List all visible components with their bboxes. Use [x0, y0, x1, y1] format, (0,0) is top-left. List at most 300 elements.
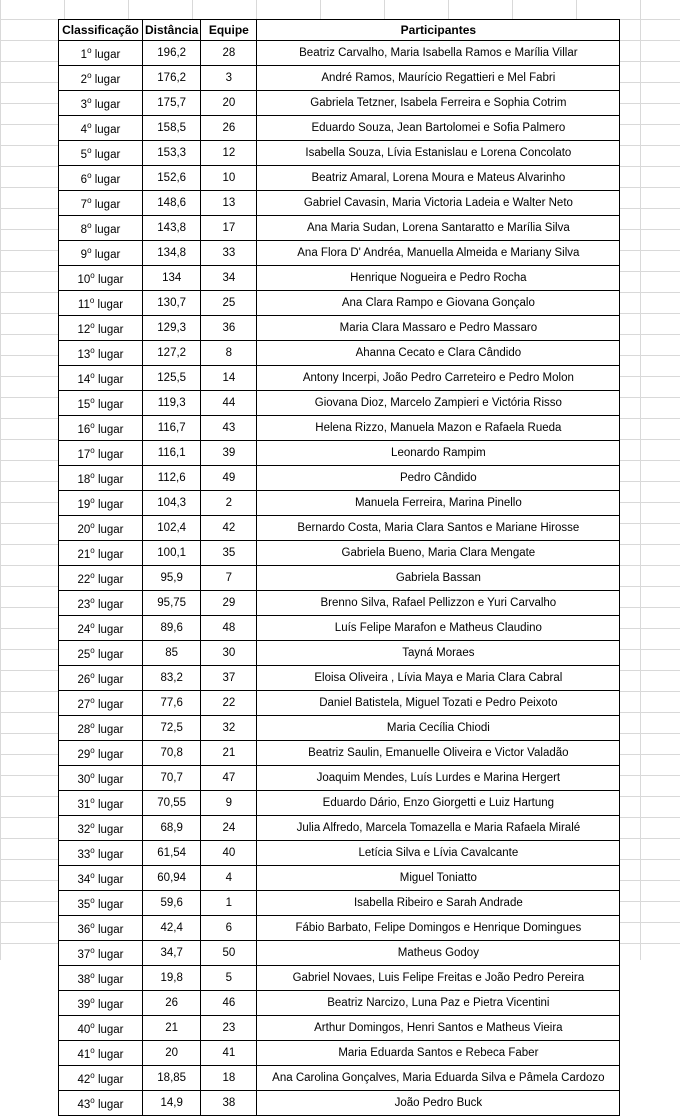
- participants-cell[interactable]: Julia Alfredo, Marcela Tomazella e Maria Rafaela Miralé: [257, 816, 620, 841]
- distance-cell[interactable]: 70,55: [143, 791, 201, 816]
- participants-cell[interactable]: Joaquim Mendes, Luís Lurdes e Marina Hergert: [257, 766, 620, 791]
- place-number: 2: [80, 74, 88, 86]
- place-number: 20: [77, 524, 91, 536]
- place-cell[interactable]: [59, 416, 143, 441]
- place-number: 7: [80, 199, 88, 211]
- distance-cell[interactable]: 134,8: [143, 241, 201, 266]
- team-cell[interactable]: 13: [201, 191, 257, 216]
- place-number: 35: [77, 899, 91, 911]
- distance-cell[interactable]: 14,9: [143, 1091, 201, 1116]
- table-row: [59, 91, 620, 116]
- team-cell[interactable]: 21: [201, 741, 257, 766]
- distance-cell[interactable]: 61,54: [143, 841, 201, 866]
- place-word: lugar: [97, 349, 124, 361]
- distance-cell[interactable]: 143,8: [143, 216, 201, 241]
- participants-cell[interactable]: Manuela Ferreira, Marina Pinello: [257, 491, 620, 516]
- place-number: 12: [77, 324, 91, 336]
- participants-cell[interactable]: Miguel Toniatto: [257, 866, 620, 891]
- distance-cell[interactable]: 95,9: [143, 566, 201, 591]
- participants-cell[interactable]: Daniel Batistela, Miguel Tozati e Pedro Peixoto: [257, 691, 620, 716]
- ordinal-mark: o: [90, 746, 95, 755]
- distance-cell[interactable]: 102,4: [143, 516, 201, 541]
- participants-cell[interactable]: Eloisa Oliveira , Lívia Maya e Maria Clara Cabral: [257, 666, 620, 691]
- distance-cell[interactable]: 42,4: [143, 916, 201, 941]
- place-cell[interactable]: [59, 741, 143, 766]
- place-number: 31: [77, 799, 91, 811]
- table-row: [59, 716, 620, 741]
- team-cell[interactable]: 2: [201, 491, 257, 516]
- table-row: [59, 191, 620, 216]
- header-row: [59, 20, 620, 41]
- place-word: lugar: [97, 274, 124, 286]
- participants-cell[interactable]: Leonardo Rampim: [257, 441, 620, 466]
- place-word: lugar: [94, 49, 121, 61]
- team-cell[interactable]: 4: [201, 866, 257, 891]
- place-cell[interactable]: [59, 116, 143, 141]
- place-number: 5: [80, 149, 88, 161]
- participants-cell[interactable]: Gabriela Tetzner, Isabela Ferreira e Sophia Cotrim: [257, 91, 620, 116]
- participants-cell[interactable]: Henrique Nogueira e Pedro Rocha: [257, 266, 620, 291]
- distance-cell[interactable]: 134: [143, 266, 201, 291]
- participants-cell[interactable]: Tayná Moraes: [257, 641, 620, 666]
- team-cell[interactable]: 29: [201, 591, 257, 616]
- place-cell[interactable]: [59, 591, 143, 616]
- place-cell[interactable]: [59, 491, 143, 516]
- place-cell[interactable]: [59, 941, 143, 966]
- ordinal-mark: o: [87, 196, 92, 205]
- ordinal-mark: o: [87, 171, 92, 180]
- table-row: [59, 166, 620, 191]
- place-word: lugar: [97, 949, 124, 961]
- participants-cell[interactable]: Beatriz Carvalho, Maria Isabella Ramos e Marília Villar: [257, 41, 620, 66]
- distance-cell[interactable]: 26: [143, 991, 201, 1016]
- ordinal-mark: o: [90, 471, 95, 480]
- ordinal-mark: o: [90, 546, 95, 555]
- table-row: [59, 1016, 620, 1041]
- team-cell[interactable]: 38: [201, 1091, 257, 1116]
- participants-cell[interactable]: Gabriela Bueno, Maria Clara Mengate: [257, 541, 620, 566]
- distance-cell[interactable]: 18,85: [143, 1066, 201, 1091]
- ordinal-mark: o: [90, 646, 95, 655]
- place-cell[interactable]: [59, 641, 143, 666]
- place-word: lugar: [97, 724, 124, 736]
- team-cell[interactable]: 50: [201, 941, 257, 966]
- ordinal-mark: o: [87, 246, 92, 255]
- team-cell[interactable]: 40: [201, 841, 257, 866]
- team-cell[interactable]: 33: [201, 241, 257, 266]
- place-cell[interactable]: [59, 41, 143, 66]
- place-cell[interactable]: [59, 716, 143, 741]
- header-distancia[interactable]: Distância: [143, 20, 201, 41]
- place-cell[interactable]: [59, 1016, 143, 1041]
- header-classificacao[interactable]: Classificação: [59, 20, 143, 41]
- team-cell[interactable]: 12: [201, 141, 257, 166]
- participants-cell[interactable]: Ana Flora D' Andréa, Manuella Almeida e Mariany Silva: [257, 241, 620, 266]
- table-row: [59, 866, 620, 891]
- place-number: 19: [77, 499, 91, 511]
- place-cell[interactable]: [59, 616, 143, 641]
- team-cell[interactable]: 48: [201, 616, 257, 641]
- participants-cell[interactable]: Eduardo Souza, Jean Bartolomei e Sofia Palmero: [257, 116, 620, 141]
- team-cell[interactable]: 26: [201, 116, 257, 141]
- participants-cell[interactable]: Giovana Dioz, Marcelo Zampieri e Victória Risso: [257, 391, 620, 416]
- place-cell[interactable]: [59, 691, 143, 716]
- place-cell[interactable]: [59, 791, 143, 816]
- participants-cell[interactable]: Isabella Souza, Lívia Estanislau e Lorena Concolato: [257, 141, 620, 166]
- participants-cell[interactable]: Bernardo Costa, Maria Clara Santos e Mariane Hirosse: [257, 516, 620, 541]
- place-cell[interactable]: [59, 391, 143, 416]
- place-word: lugar: [94, 99, 121, 111]
- place-cell[interactable]: [59, 966, 143, 991]
- place-cell[interactable]: [59, 766, 143, 791]
- distance-cell[interactable]: 104,3: [143, 491, 201, 516]
- team-cell[interactable]: 32: [201, 716, 257, 741]
- distance-cell[interactable]: 85: [143, 641, 201, 666]
- distance-cell[interactable]: 19,8: [143, 966, 201, 991]
- distance-cell[interactable]: 70,8: [143, 741, 201, 766]
- team-cell[interactable]: 41: [201, 1041, 257, 1066]
- distance-cell[interactable]: 70,7: [143, 766, 201, 791]
- table-row: [59, 566, 620, 591]
- place-number: 18: [77, 474, 91, 486]
- place-word: lugar: [94, 124, 121, 136]
- place-word: lugar: [97, 774, 124, 786]
- place-cell[interactable]: [59, 991, 143, 1016]
- table-row: [59, 466, 620, 491]
- team-cell[interactable]: 14: [201, 366, 257, 391]
- header-participantes[interactable]: Participantes: [257, 20, 620, 41]
- team-cell[interactable]: 37: [201, 666, 257, 691]
- ordinal-mark: o: [90, 571, 95, 580]
- distance-cell[interactable]: 153,3: [143, 141, 201, 166]
- ordinal-mark: o: [90, 446, 95, 455]
- ordinal-mark: o: [89, 296, 95, 305]
- team-cell[interactable]: 9: [201, 791, 257, 816]
- distance-cell[interactable]: 21: [143, 1016, 201, 1041]
- distance-cell[interactable]: 125,5: [143, 366, 201, 391]
- ordinal-mark: o: [90, 821, 95, 830]
- distance-cell[interactable]: 148,6: [143, 191, 201, 216]
- table-row: [59, 691, 620, 716]
- participants-cell[interactable]: Beatriz Saulin, Emanuelle Oliveira e Victor Valadão: [257, 741, 620, 766]
- ordinal-mark: o: [90, 671, 95, 680]
- distance-cell[interactable]: 20: [143, 1041, 201, 1066]
- distance-cell[interactable]: 152,6: [143, 166, 201, 191]
- place-word: lugar: [97, 324, 124, 336]
- place-number: 34: [77, 874, 91, 886]
- table-row: [59, 816, 620, 841]
- ordinal-mark: o: [90, 721, 95, 730]
- place-number: 23: [77, 599, 91, 611]
- distance-cell[interactable]: 130,7: [143, 291, 201, 316]
- team-cell[interactable]: 43: [201, 416, 257, 441]
- table-row: [59, 241, 620, 266]
- participants-cell[interactable]: Letícia Silva e Lívia Cavalcante: [257, 841, 620, 866]
- distance-cell[interactable]: 129,3: [143, 316, 201, 341]
- table-row: [59, 841, 620, 866]
- ordinal-mark: o: [90, 371, 95, 380]
- place-cell[interactable]: [59, 891, 143, 916]
- distance-cell[interactable]: 158,5: [143, 116, 201, 141]
- place-word: lugar: [97, 849, 124, 861]
- table-row: [59, 116, 620, 141]
- ordinal-mark: o: [90, 596, 95, 605]
- team-cell[interactable]: 30: [201, 641, 257, 666]
- team-cell[interactable]: 5: [201, 966, 257, 991]
- ordinal-mark: o: [90, 946, 95, 955]
- table-row: [59, 1066, 620, 1091]
- ordinal-mark: o: [90, 796, 95, 805]
- team-cell[interactable]: 7: [201, 566, 257, 591]
- team-cell[interactable]: 20: [201, 91, 257, 116]
- place-number: 4: [80, 124, 88, 136]
- team-cell[interactable]: 35: [201, 541, 257, 566]
- distance-cell[interactable]: 119,3: [143, 391, 201, 416]
- team-cell[interactable]: 1: [201, 891, 257, 916]
- team-cell[interactable]: 18: [201, 1066, 257, 1091]
- place-number: 11: [77, 299, 90, 311]
- distance-cell[interactable]: 116,7: [143, 416, 201, 441]
- distance-cell[interactable]: 112,6: [143, 466, 201, 491]
- team-cell[interactable]: 3: [201, 66, 257, 91]
- place-word: lugar: [97, 624, 124, 636]
- team-cell[interactable]: 34: [201, 266, 257, 291]
- place-cell[interactable]: [59, 366, 143, 391]
- place-number: 42: [77, 1074, 91, 1086]
- participants-cell[interactable]: Beatriz Narcizo, Luna Paz e Pietra Vicentini: [257, 991, 620, 1016]
- place-cell[interactable]: [59, 866, 143, 891]
- place-word: lugar: [97, 824, 124, 836]
- ordinal-mark: o: [90, 1046, 95, 1055]
- table-row: [59, 441, 620, 466]
- participants-cell[interactable]: André Ramos, Maurício Regattieri e Mel Fabri: [257, 66, 620, 91]
- place-cell[interactable]: [59, 191, 143, 216]
- ordinal-mark: o: [90, 621, 95, 630]
- place-number: 33: [77, 849, 91, 861]
- place-word: lugar: [97, 424, 124, 436]
- ordinal-mark: o: [90, 896, 95, 905]
- place-cell[interactable]: [59, 291, 143, 316]
- participants-cell[interactable]: João Pedro Buck: [257, 1091, 620, 1116]
- place-cell[interactable]: [59, 466, 143, 491]
- place-number: 37: [77, 949, 91, 961]
- distance-cell[interactable]: 127,2: [143, 341, 201, 366]
- team-cell[interactable]: 23: [201, 1016, 257, 1041]
- place-cell[interactable]: [59, 1041, 143, 1066]
- table-row: [59, 641, 620, 666]
- participants-cell[interactable]: Beatriz Amaral, Lorena Moura e Mateus Alvarinho: [257, 166, 620, 191]
- place-cell[interactable]: [59, 1091, 143, 1116]
- participants-cell[interactable]: Maria Cecília Chiodi: [257, 716, 620, 741]
- distance-cell[interactable]: 176,2: [143, 66, 201, 91]
- team-cell[interactable]: 49: [201, 466, 257, 491]
- participants-cell[interactable]: Matheus Godoy: [257, 941, 620, 966]
- distance-cell[interactable]: 34,7: [143, 941, 201, 966]
- ordinal-mark: o: [90, 996, 95, 1005]
- table-row: [59, 316, 620, 341]
- place-cell[interactable]: [59, 1066, 143, 1091]
- place-cell[interactable]: [59, 666, 143, 691]
- ordinal-mark: o: [87, 146, 92, 155]
- team-cell[interactable]: 24: [201, 816, 257, 841]
- place-cell[interactable]: [59, 566, 143, 591]
- header-equipe[interactable]: Equipe: [201, 20, 257, 41]
- ordinal-mark: o: [87, 71, 92, 80]
- team-cell[interactable]: 39: [201, 441, 257, 466]
- place-word: lugar: [97, 299, 124, 311]
- table-row: [59, 616, 620, 641]
- place-number: 26: [77, 674, 91, 686]
- table-row: [59, 766, 620, 791]
- participants-cell[interactable]: Antony Incerpi, João Pedro Carreteiro e Pedro Molon: [257, 366, 620, 391]
- place-number: 41: [77, 1049, 91, 1061]
- place-cell[interactable]: [59, 841, 143, 866]
- distance-cell[interactable]: 116,1: [143, 441, 201, 466]
- place-word: lugar: [97, 699, 124, 711]
- place-cell[interactable]: [59, 266, 143, 291]
- team-cell[interactable]: 36: [201, 316, 257, 341]
- place-number: 21: [77, 549, 91, 561]
- distance-cell[interactable]: 68,9: [143, 816, 201, 841]
- team-cell[interactable]: 42: [201, 516, 257, 541]
- place-word: lugar: [94, 199, 121, 211]
- ordinal-mark: o: [90, 521, 95, 530]
- place-cell[interactable]: [59, 241, 143, 266]
- table-row: [59, 991, 620, 1016]
- place-cell[interactable]: [59, 541, 143, 566]
- team-cell[interactable]: 46: [201, 991, 257, 1016]
- participants-cell[interactable]: Ana Clara Rampo e Giovana Gonçalo: [257, 291, 620, 316]
- place-word: lugar: [97, 474, 124, 486]
- ordinal-mark: o: [90, 1071, 95, 1080]
- participants-cell[interactable]: Helena Rizzo, Manuela Mazon e Rafaela Rueda: [257, 416, 620, 441]
- distance-cell[interactable]: 60,94: [143, 866, 201, 891]
- place-word: lugar: [97, 599, 124, 611]
- team-cell[interactable]: 8: [201, 341, 257, 366]
- place-word: lugar: [97, 574, 124, 586]
- team-cell[interactable]: 28: [201, 41, 257, 66]
- team-cell[interactable]: 17: [201, 216, 257, 241]
- table-row: [59, 41, 620, 66]
- ordinal-mark: o: [90, 321, 95, 330]
- table-row: [59, 141, 620, 166]
- table-row: [59, 291, 620, 316]
- place-cell[interactable]: [59, 141, 143, 166]
- place-cell[interactable]: [59, 316, 143, 341]
- participants-cell[interactable]: Luís Felipe Marafon e Matheus Claudino: [257, 616, 620, 641]
- place-cell[interactable]: [59, 816, 143, 841]
- ordinal-mark: o: [90, 771, 95, 780]
- ordinal-mark: o: [90, 271, 95, 280]
- ordinal-mark: o: [87, 46, 92, 55]
- ordinal-mark: o: [90, 421, 95, 430]
- distance-cell[interactable]: 100,1: [143, 541, 201, 566]
- ordinal-mark: o: [90, 696, 95, 705]
- place-number: 9: [80, 249, 88, 261]
- place-cell[interactable]: [59, 516, 143, 541]
- results-table: [58, 19, 620, 1116]
- place-number: 13: [77, 349, 91, 361]
- place-word: lugar: [97, 999, 124, 1011]
- place-word: lugar: [94, 249, 121, 261]
- team-cell[interactable]: 44: [201, 391, 257, 416]
- place-cell[interactable]: [59, 166, 143, 191]
- results-body: [59, 41, 620, 1116]
- ordinal-mark: o: [90, 971, 95, 980]
- ordinal-mark: o: [87, 121, 92, 130]
- participants-cell[interactable]: Arthur Domingos, Henri Santos e Matheus Vieira: [257, 1016, 620, 1041]
- place-cell[interactable]: [59, 66, 143, 91]
- place-word: lugar: [97, 374, 124, 386]
- participants-cell[interactable]: Ahanna Cecato e Clara Cândido: [257, 341, 620, 366]
- distance-cell[interactable]: 196,2: [143, 41, 201, 66]
- table-row: [59, 891, 620, 916]
- team-cell[interactable]: 25: [201, 291, 257, 316]
- place-word: lugar: [97, 649, 124, 661]
- place-cell[interactable]: [59, 916, 143, 941]
- place-word: lugar: [97, 524, 124, 536]
- ordinal-mark: o: [90, 496, 95, 505]
- table-row: [59, 66, 620, 91]
- participants-cell[interactable]: Maria Eduarda Santos e Rebeca Faber: [257, 1041, 620, 1066]
- place-word: lugar: [94, 174, 121, 186]
- team-cell[interactable]: 22: [201, 691, 257, 716]
- participants-cell[interactable]: Eduardo Dário, Enzo Giorgetti e Luiz Hartung: [257, 791, 620, 816]
- place-word: lugar: [97, 399, 124, 411]
- table-row: [59, 591, 620, 616]
- participants-cell[interactable]: Pedro Cândido: [257, 466, 620, 491]
- place-cell[interactable]: [59, 341, 143, 366]
- distance-cell[interactable]: 89,6: [143, 616, 201, 641]
- distance-cell[interactable]: 59,6: [143, 891, 201, 916]
- ordinal-mark: o: [90, 921, 95, 930]
- place-number: 38: [77, 974, 91, 986]
- ordinal-mark: o: [90, 1021, 95, 1030]
- place-cell[interactable]: [59, 441, 143, 466]
- distance-cell[interactable]: 83,2: [143, 666, 201, 691]
- table-row: [59, 791, 620, 816]
- place-word: lugar: [94, 149, 121, 161]
- place-word: lugar: [97, 449, 124, 461]
- ordinal-mark: o: [90, 1096, 95, 1105]
- team-cell[interactable]: 10: [201, 166, 257, 191]
- distance-cell[interactable]: 95,75: [143, 591, 201, 616]
- participants-cell[interactable]: Brenno Silva, Rafael Pellizzon e Yuri Carvalho: [257, 591, 620, 616]
- participants-cell[interactable]: Isabella Ribeiro e Sarah Andrade: [257, 891, 620, 916]
- distance-cell[interactable]: 72,5: [143, 716, 201, 741]
- table-row: [59, 541, 620, 566]
- place-word: lugar: [97, 549, 124, 561]
- distance-cell[interactable]: 77,6: [143, 691, 201, 716]
- participants-cell[interactable]: Ana Carolina Gonçalves, Maria Eduarda Silva e Pâmela Cardozo: [257, 1066, 620, 1091]
- participants-cell[interactable]: Fábio Barbato, Felipe Domingos e Henrique Domingues: [257, 916, 620, 941]
- distance-cell[interactable]: 175,7: [143, 91, 201, 116]
- ordinal-mark: o: [87, 96, 92, 105]
- place-number: 36: [77, 924, 91, 936]
- participants-cell[interactable]: Gabriel Novaes, Luis Felipe Freitas e João Pedro Pereira: [257, 966, 620, 991]
- place-number: 27: [77, 699, 91, 711]
- place-cell[interactable]: [59, 91, 143, 116]
- table-row: [59, 966, 620, 991]
- participants-cell[interactable]: Maria Clara Massaro e Pedro Massaro: [257, 316, 620, 341]
- table-row: [59, 416, 620, 441]
- participants-cell[interactable]: Gabriela Bassan: [257, 566, 620, 591]
- participants-cell[interactable]: Gabriel Cavasin, Maria Victoria Ladeia e Walter Neto: [257, 191, 620, 216]
- team-cell[interactable]: 47: [201, 766, 257, 791]
- team-cell[interactable]: 6: [201, 916, 257, 941]
- place-cell[interactable]: [59, 216, 143, 241]
- participants-cell[interactable]: Ana Maria Sudan, Lorena Santaratto e Marília Silva: [257, 216, 620, 241]
